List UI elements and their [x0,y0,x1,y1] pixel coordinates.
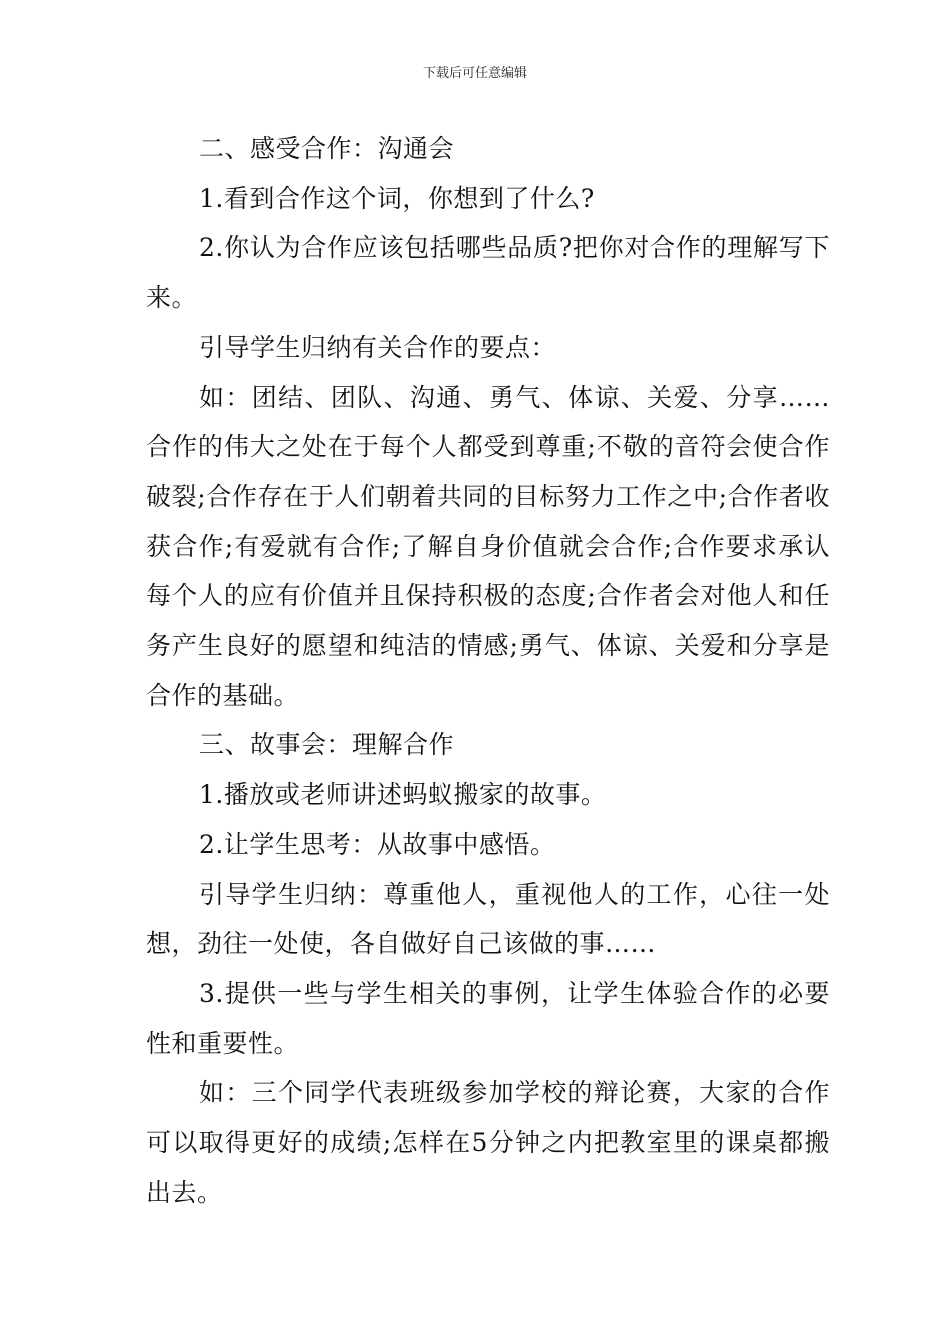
section-heading-story: 三、故事会：理解合作 [199,730,455,760]
section-heading-communication: 二、感受合作：沟通会 [199,134,455,163]
paragraph: 如：三个同学代表班级参加学校的辩论赛，大家的合作可以取得更好的成绩;怎样在5分钟之内把教室里的课桌都搬出去。 [146,1078,830,1207]
paragraph: 引导学生归纳：尊重他人，重视他人的工作，心往一处想，劲往一处使，各自做好自己该做的事…… [146,879,830,959]
paragraph: 如：团结、团队、沟通、勇气、体谅、关爱、分享……合作的伟大之处在于每个人都受到尊重;不敬的音符会使合作破裂;合作存在于人们朝着共同的目标努力工作之中;合作者收获合作;有爱就有合作;了解自身价值就会合作;合作要求承认每个人的应有价值并且保持积极的态度;合作者会对他人和任务产生良好的愿望和纯洁的情感;勇气、体谅、关爱和分享是合作的基础。 [146,382,830,710]
list-item: 3.提供一些与学生相关的事例，让学生体验合作的必要性和重要性。 [146,978,830,1058]
list-item: 1.播放或老师讲述蚂蚁搬家的故事。 [199,780,607,810]
paragraph: 引导学生归纳有关合作的要点： [199,332,557,362]
list-item: 2.你认为合作应该包括哪些品质?把你对合作的理解写下来。 [146,233,830,313]
document-body [146,124,830,1217]
page-header: 下载后可任意编辑 [422,66,527,81]
list-item: 2.让学生思考：从故事中感悟。 [199,829,556,859]
list-item: 1.看到合作这个词，你想到了什么? [199,183,595,213]
